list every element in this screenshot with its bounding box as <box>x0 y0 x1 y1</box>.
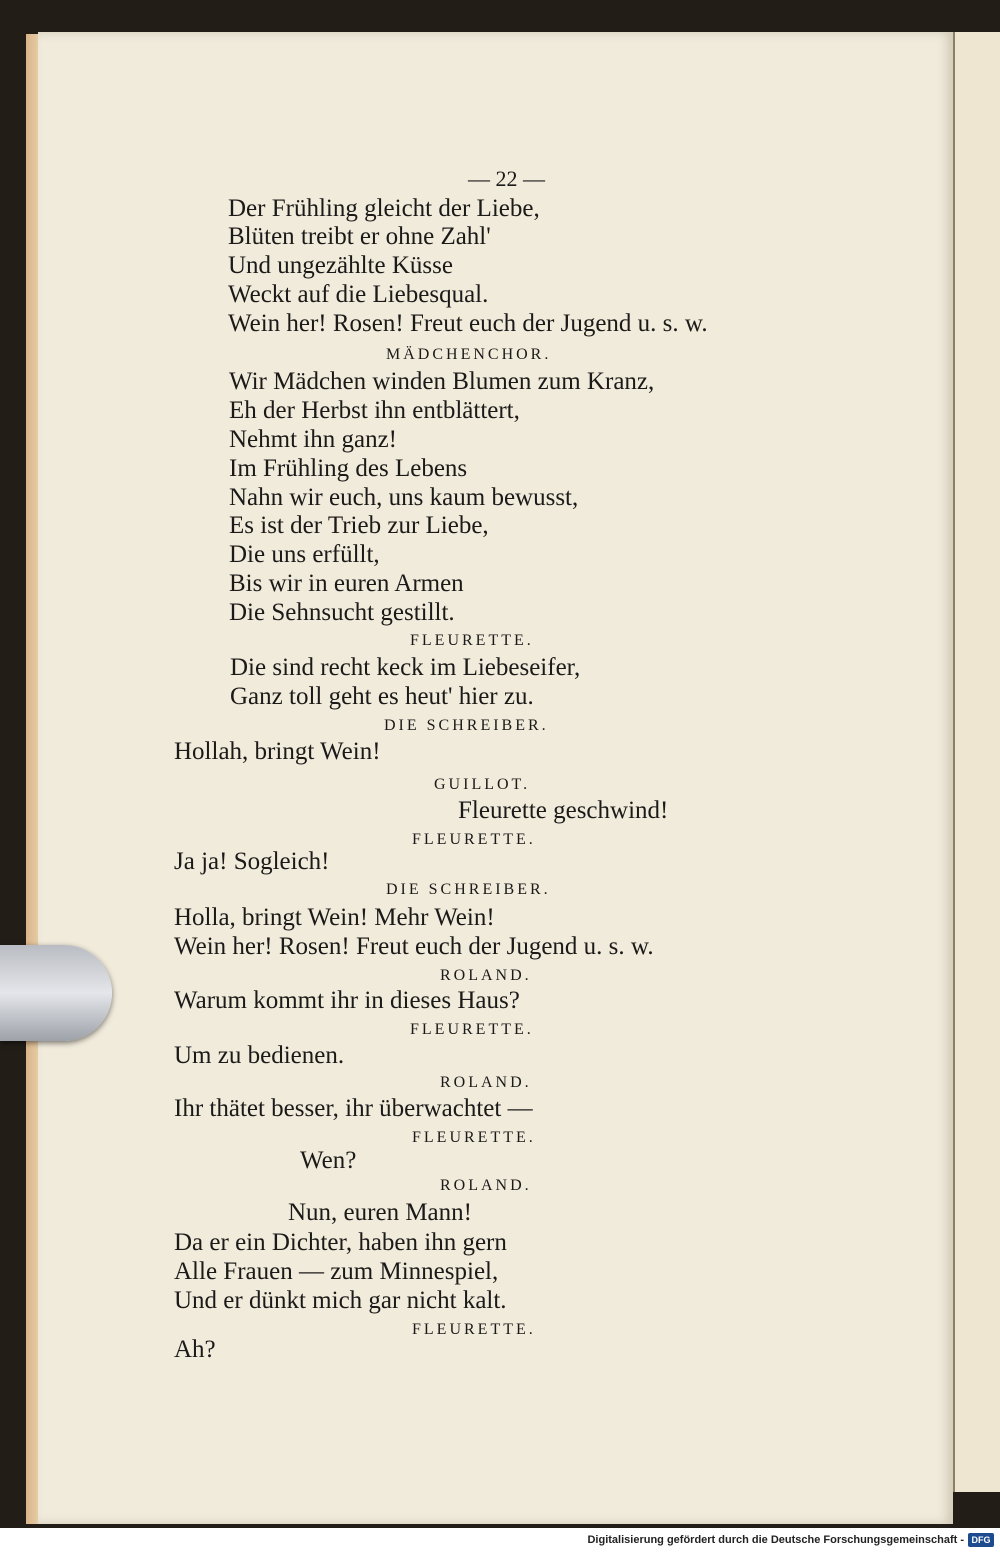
verse-line: Holla, bringt Wein! Mehr Wein! <box>174 904 495 931</box>
verse-line: Hollah, bringt Wein! <box>174 738 381 765</box>
verse-line: Die Sehnsucht gestillt. <box>229 599 455 626</box>
verse-line: Der Frühling gleicht der Liebe, <box>228 195 540 222</box>
verse-line: Eh der Herbst ihn entblättert, <box>229 397 520 424</box>
page-number: — 22 — <box>468 166 545 191</box>
speaker-name: FLEURETTE. <box>410 1021 534 1038</box>
verse-line: Und er dünkt mich gar nicht kalt. <box>174 1287 507 1314</box>
verse-line: Die sind recht keck im Liebeseifer, <box>230 654 581 681</box>
verse-line: Die uns erfüllt, <box>229 541 380 568</box>
speaker-name: GUILLOT. <box>434 776 531 793</box>
verse-line: Ja ja! Sogleich! <box>174 848 330 875</box>
verse-line: Blüten treibt er ohne Zahl' <box>228 223 491 250</box>
speaker-name: ROLAND. <box>440 1074 532 1091</box>
verse-line: Weckt auf die Liebesqual. <box>228 281 489 308</box>
speaker-name: MÄDCHENCHOR. <box>386 346 552 363</box>
speaker-name: FLEURETTE. <box>412 831 536 848</box>
speaker-name: DIE SCHREIBER. <box>386 881 551 898</box>
dfg-logo-icon: DFG <box>968 1533 994 1547</box>
verse-line: Da er ein Dichter, haben ihn gern <box>174 1229 507 1256</box>
facing-page-edge <box>953 32 1000 1492</box>
funding-credit: Digitalisierung gefördert durch die Deutsche Forschungsgemeinschaft - <box>587 1534 964 1546</box>
verse-line: Nun, euren Mann! <box>288 1199 472 1226</box>
verse-line: Es ist der Trieb zur Liebe, <box>229 512 489 539</box>
verse-line: Fleurette geschwind! <box>458 797 669 824</box>
speaker-name: FLEURETTE. <box>410 632 534 649</box>
verse-line: Wen? <box>300 1147 357 1174</box>
verse-line: Ah? <box>174 1336 216 1363</box>
verse-line: Und ungezählte Küsse <box>228 252 453 279</box>
verse-line: Ihr thätet besser, ihr überwachtet — <box>174 1095 533 1122</box>
verse-line: Nahn wir euch, uns kaum bewusst, <box>229 484 579 511</box>
verse-line: Um zu bedienen. <box>174 1042 345 1069</box>
verse-line: Ganz toll geht es heut' hier zu. <box>230 683 534 710</box>
speaker-name: FLEURETTE. <box>412 1321 536 1338</box>
speaker-name: ROLAND. <box>440 967 532 984</box>
thumb-holding-book <box>0 945 112 1041</box>
verse-line: Wein her! Rosen! Freut euch der Jugend u. s. w. <box>174 933 654 960</box>
verse-line: Wein her! Rosen! Freut euch der Jugend u. s. w. <box>228 310 708 337</box>
verse-line: Warum kommt ihr in dieses Haus? <box>174 987 520 1014</box>
verse-line: Im Frühling des Lebens <box>229 455 468 482</box>
speaker-name: DIE SCHREIBER. <box>384 717 549 734</box>
verse-line: Bis wir in euren Armen <box>229 570 464 597</box>
speaker-name: FLEURETTE. <box>412 1129 536 1146</box>
verse-line: Alle Frauen — zum Minnespiel, <box>174 1258 499 1285</box>
book-page <box>38 32 953 1524</box>
footer-bar <box>0 1528 1000 1553</box>
verse-line: Wir Mädchen winden Blumen zum Kranz, <box>229 368 655 395</box>
speaker-name: ROLAND. <box>440 1177 532 1194</box>
verse-line: Nehmt ihn ganz! <box>229 426 398 453</box>
